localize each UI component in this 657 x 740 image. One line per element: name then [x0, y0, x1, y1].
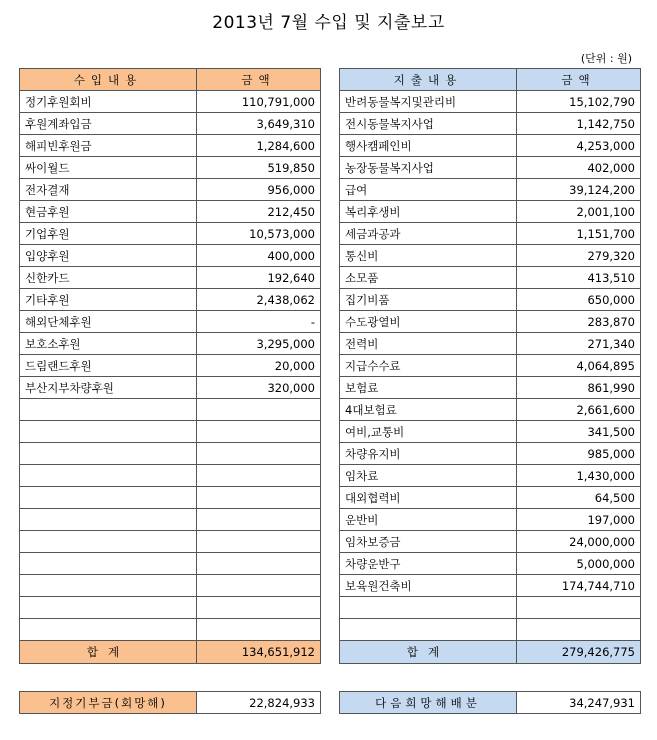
expense-item-amount: 4,253,000 — [517, 135, 641, 157]
expense-item-amount: 985,000 — [517, 443, 641, 465]
income-item-amount: - — [197, 311, 321, 333]
expense-item-label: 농장동물복지사업 — [340, 157, 517, 179]
income-item-label — [20, 421, 197, 443]
expense-item-amount: 1,430,000 — [517, 465, 641, 487]
income-item-label: 부산지부차량후원 — [20, 377, 197, 399]
expense-item-amount: 650,000 — [517, 289, 641, 311]
income-row — [20, 245, 321, 267]
expense-item-amount: 279,320 — [517, 245, 641, 267]
expense-item-label: 차량운반구 — [340, 553, 517, 575]
income-row — [20, 399, 321, 421]
expense-item-label: 차량유지비 — [340, 443, 517, 465]
expense-item-amount: 1,142,750 — [517, 113, 641, 135]
income-row — [20, 531, 321, 553]
income-row — [20, 619, 321, 641]
designated-donation-amount: 22,824,933 — [197, 692, 321, 714]
expense-row — [340, 91, 641, 113]
expense-item-label: 통신비 — [340, 245, 517, 267]
income-item-label — [20, 399, 197, 421]
income-item-label: 보호소후원 — [20, 333, 197, 355]
expense-item-label: 반려동물복지및관리비 — [340, 91, 517, 113]
unit-note: (단위 : 원) — [580, 52, 632, 65]
income-item-amount — [197, 465, 321, 487]
expense-header-label: 지출내용 — [340, 69, 517, 91]
expense-header-amount: 금액 — [517, 69, 641, 91]
income-item-amount: 1,284,600 — [197, 135, 321, 157]
expense-item-label: 여비,교통비 — [340, 421, 517, 443]
distribution-amount: 34,247,931 — [517, 692, 641, 714]
income-row — [20, 267, 321, 289]
income-row — [20, 553, 321, 575]
income-row — [20, 355, 321, 377]
designated-donation-label: 지정기부금(회망해) — [20, 692, 197, 714]
income-item-amount: 110,791,000 — [197, 91, 321, 113]
expense-item-amount: 341,500 — [517, 421, 641, 443]
income-row — [20, 223, 321, 245]
expense-row — [340, 267, 641, 289]
income-item-label: 현금후원 — [20, 201, 197, 223]
income-item-amount: 212,450 — [197, 201, 321, 223]
income-header-amount: 금액 — [197, 69, 321, 91]
expense-item-amount: 413,510 — [517, 267, 641, 289]
income-item-amount — [197, 531, 321, 553]
income-row — [20, 289, 321, 311]
expense-row — [340, 113, 641, 135]
expense-item-amount: 39,124,200 — [517, 179, 641, 201]
income-item-label — [20, 487, 197, 509]
expense-item-label: 지급수수료 — [340, 355, 517, 377]
income-item-label — [20, 619, 197, 641]
income-item-label — [20, 443, 197, 465]
distribution-label: 다음희망해배분 — [340, 692, 517, 714]
income-row — [20, 311, 321, 333]
income-row — [20, 201, 321, 223]
expense-row — [340, 245, 641, 267]
expense-row — [340, 487, 641, 509]
expense-row — [340, 443, 641, 465]
distribution-box — [339, 691, 641, 714]
expense-row — [340, 597, 641, 619]
expense-item-label: 집기비품 — [340, 289, 517, 311]
expense-item-label: 임차보증금 — [340, 531, 517, 553]
income-item-label — [20, 575, 197, 597]
income-item-label: 입양후원 — [20, 245, 197, 267]
expense-item-amount: 2,001,100 — [517, 201, 641, 223]
expense-row — [340, 179, 641, 201]
expense-row — [340, 135, 641, 157]
expense-table — [339, 68, 641, 664]
expense-row — [340, 201, 641, 223]
income-item-amount — [197, 509, 321, 531]
expense-row — [340, 399, 641, 421]
income-row — [20, 575, 321, 597]
expense-item-amount: 24,000,000 — [517, 531, 641, 553]
expense-item-amount — [517, 597, 641, 619]
income-item-amount: 20,000 — [197, 355, 321, 377]
expense-item-amount: 1,151,700 — [517, 223, 641, 245]
expense-item-label: 행사캠페인비 — [340, 135, 517, 157]
income-item-label: 전자결재 — [20, 179, 197, 201]
expense-item-amount: 64,500 — [517, 487, 641, 509]
income-item-label: 싸이월드 — [20, 157, 197, 179]
report-title: 2013년 7월 수입 및 지출보고 — [212, 13, 445, 33]
expense-row — [340, 531, 641, 553]
expense-item-label: 대외협력비 — [340, 487, 517, 509]
expense-item-amount: 174,744,710 — [517, 575, 641, 597]
expense-row — [340, 377, 641, 399]
income-row — [20, 597, 321, 619]
expense-row — [340, 509, 641, 531]
expense-row — [340, 421, 641, 443]
income-row — [20, 509, 321, 531]
income-total-label: 합계 — [20, 641, 197, 664]
expense-item-amount: 197,000 — [517, 509, 641, 531]
expense-item-amount: 4,064,895 — [517, 355, 641, 377]
expense-item-label — [340, 619, 517, 641]
expense-item-label: 임차료 — [340, 465, 517, 487]
income-item-label: 후원계좌입금 — [20, 113, 197, 135]
expense-item-label: 운반비 — [340, 509, 517, 531]
expense-item-amount: 402,000 — [517, 157, 641, 179]
income-item-label: 해외단체후원 — [20, 311, 197, 333]
designated-donation-box — [19, 691, 321, 714]
income-row — [20, 333, 321, 355]
expense-row — [340, 289, 641, 311]
income-item-label: 정기후원회비 — [20, 91, 197, 113]
expense-item-label: 보육원건축비 — [340, 575, 517, 597]
income-item-label: 해피빈후원금 — [20, 135, 197, 157]
expense-row — [340, 157, 641, 179]
expense-item-amount: 15,102,790 — [517, 91, 641, 113]
income-item-amount: 3,295,000 — [197, 333, 321, 355]
expense-item-label: 복리후생비 — [340, 201, 517, 223]
expense-item-label: 4대보험료 — [340, 399, 517, 421]
income-item-label — [20, 465, 197, 487]
income-row — [20, 157, 321, 179]
income-item-label: 기타후원 — [20, 289, 197, 311]
expense-item-label: 급여 — [340, 179, 517, 201]
expense-item-amount: 861,990 — [517, 377, 641, 399]
expense-item-label: 세금과공과 — [340, 223, 517, 245]
income-row — [20, 443, 321, 465]
income-table — [19, 68, 321, 664]
income-total-row — [20, 641, 321, 664]
income-row — [20, 487, 321, 509]
expense-item-label: 소모품 — [340, 267, 517, 289]
income-item-amount — [197, 575, 321, 597]
expense-item-amount: 2,661,600 — [517, 399, 641, 421]
income-row — [20, 135, 321, 157]
income-item-label — [20, 597, 197, 619]
expense-row — [340, 575, 641, 597]
income-item-amount — [197, 553, 321, 575]
income-item-label: 신한카드 — [20, 267, 197, 289]
expense-item-amount: 271,340 — [517, 333, 641, 355]
income-item-label — [20, 531, 197, 553]
expense-item-label: 전시동물복지사업 — [340, 113, 517, 135]
expense-total-amount: 279,426,775 — [517, 641, 641, 664]
income-header-row — [20, 69, 321, 91]
income-item-amount — [197, 443, 321, 465]
expense-item-amount: 5,000,000 — [517, 553, 641, 575]
income-item-amount — [197, 597, 321, 619]
income-item-label — [20, 553, 197, 575]
expense-header-row — [340, 69, 641, 91]
expense-item-amount: 283,870 — [517, 311, 641, 333]
income-item-label — [20, 509, 197, 531]
income-item-label: 드림랜드후원 — [20, 355, 197, 377]
expense-row — [340, 619, 641, 641]
expense-row — [340, 333, 641, 355]
income-row — [20, 179, 321, 201]
income-item-amount: 519,850 — [197, 157, 321, 179]
expense-row — [340, 553, 641, 575]
expense-row — [340, 311, 641, 333]
expense-item-amount — [517, 619, 641, 641]
expense-item-label — [340, 597, 517, 619]
expense-row — [340, 465, 641, 487]
expense-row — [340, 223, 641, 245]
expense-item-label: 수도광열비 — [340, 311, 517, 333]
expense-item-label: 전력비 — [340, 333, 517, 355]
income-row — [20, 113, 321, 135]
income-item-amount — [197, 619, 321, 641]
income-item-amount: 3,649,310 — [197, 113, 321, 135]
income-item-amount: 956,000 — [197, 179, 321, 201]
income-item-amount: 192,640 — [197, 267, 321, 289]
income-item-amount — [197, 421, 321, 443]
income-row — [20, 91, 321, 113]
expense-row — [340, 355, 641, 377]
income-header-label: 수입내용 — [20, 69, 197, 91]
income-row — [20, 465, 321, 487]
income-item-amount: 400,000 — [197, 245, 321, 267]
income-row — [20, 377, 321, 399]
income-item-amount: 320,000 — [197, 377, 321, 399]
income-item-label: 기업후원 — [20, 223, 197, 245]
income-item-amount: 2,438,062 — [197, 289, 321, 311]
income-item-amount — [197, 487, 321, 509]
expense-total-label: 합계 — [340, 641, 517, 664]
income-item-amount — [197, 399, 321, 421]
income-total-amount: 134,651,912 — [197, 641, 321, 664]
income-item-amount: 10,573,000 — [197, 223, 321, 245]
income-row — [20, 421, 321, 443]
expense-item-label: 보험료 — [340, 377, 517, 399]
expense-total-row — [340, 641, 641, 664]
